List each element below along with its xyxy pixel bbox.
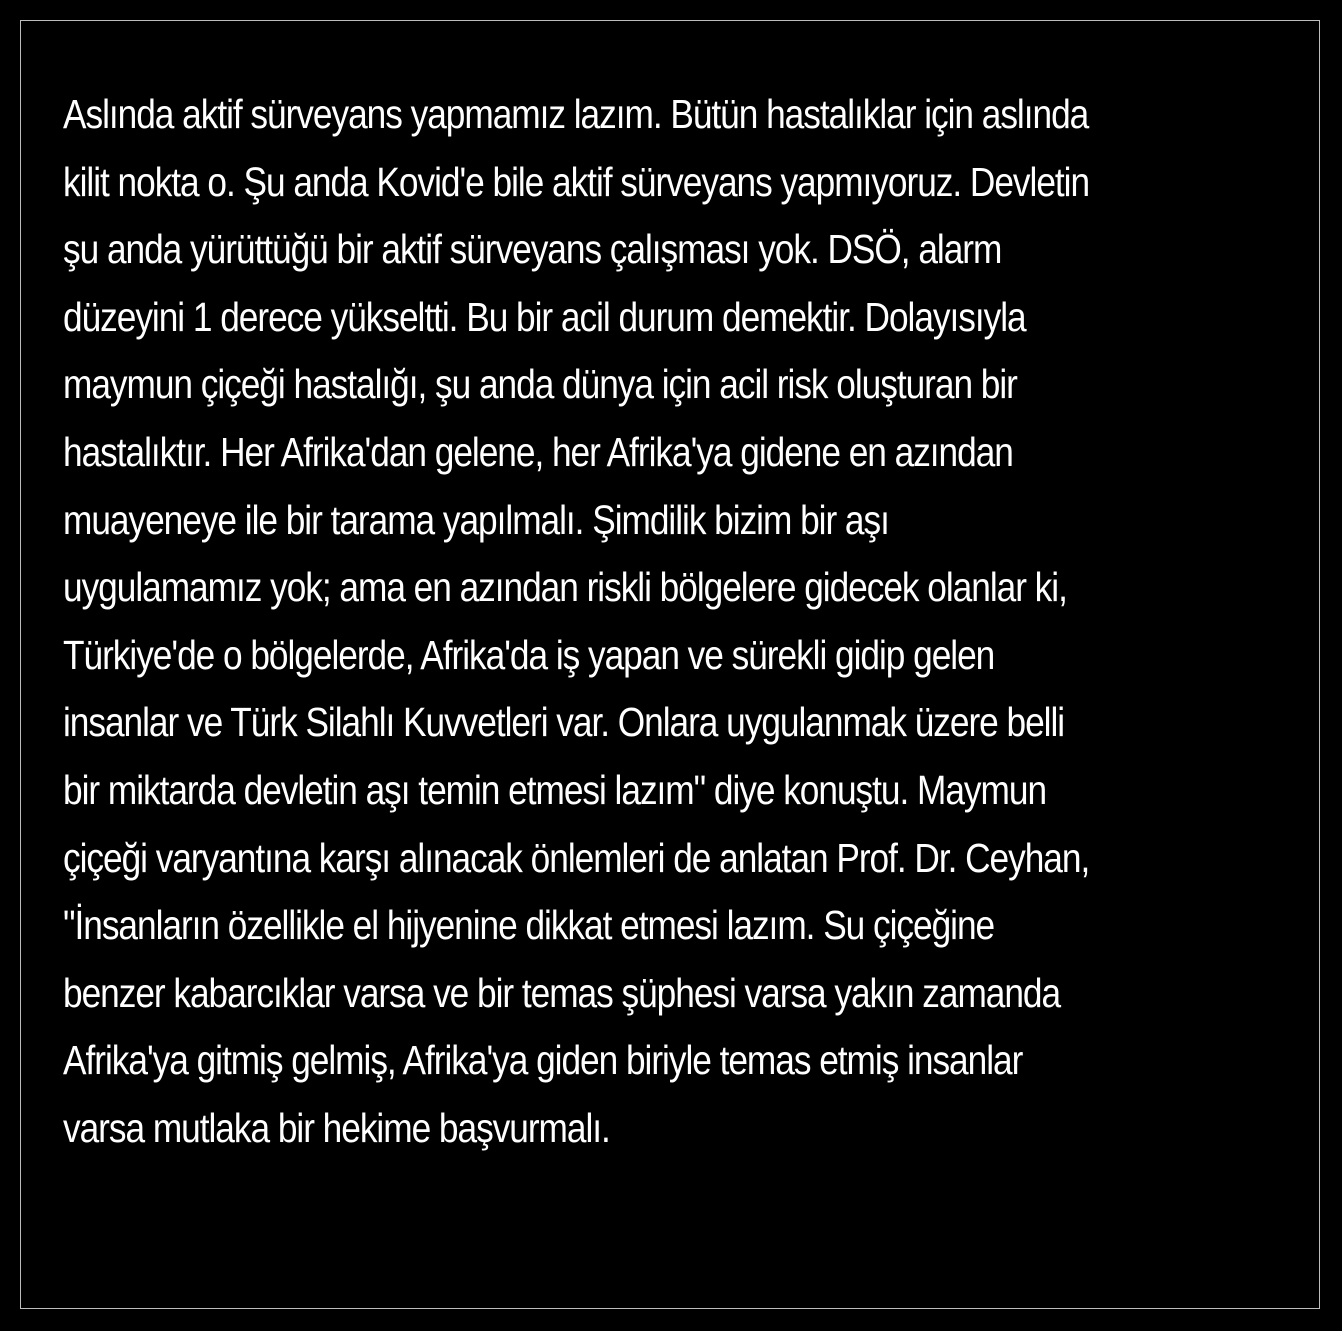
text-line: düzeyini 1 derece yükseltti. Bu bir acil durum demektir. Dolayısıyla: [63, 293, 1026, 340]
text-line: çiçeği varyantına karşı alınacak önlemleri de anlatan Prof. Dr. Ceyhan,: [63, 834, 1090, 881]
quote-frame: [20, 20, 1320, 1309]
quote-text: [63, 81, 1121, 1163]
text-line: kilit nokta o. Şu anda Kovid'e bile aktif sürveyans yapmıyoruz. Devletin: [63, 158, 1090, 205]
text-line: muayeneye ile bir tarama yapılmalı. Şimdilik bizim bir aşı: [63, 496, 889, 543]
text-line: maymun çiçeği hastalığı, şu anda dünya için acil risk oluşturan bir: [63, 361, 1017, 408]
text-line: Aslında aktif sürveyans yapmamız lazım. Bütün hastalıklar için aslında: [63, 91, 1089, 137]
text-line: şu anda yürüttüğü bir aktif sürveyans çalışması yok. DSÖ, alarm: [63, 226, 1002, 273]
text-line: insanlar ve Türk Silahlı Kuvvetleri var. Onlara uygulanmak üzere belli: [63, 699, 1065, 746]
text-line: Türkiye'de o bölgelerde, Afrika'da iş yapan ve sürekli gidip gelen: [63, 631, 995, 678]
text-line: Afrika'ya gitmiş gelmiş, Afrika'ya giden biriyle temas etmiş insanlar: [63, 1037, 1023, 1084]
text-line: benzer kabarcıklar varsa ve bir temas şüphesi varsa yakın zamanda: [63, 969, 1061, 1016]
text-line: "İnsanların özellikle el hijyenine dikkat etmesi lazım. Su çiçeğine: [63, 902, 995, 949]
text-line: uygulamamız yok; ama en azından riskli bölgelere gidecek olanlar ki,: [63, 564, 1067, 611]
text-line: hastalıktır. Her Afrika'dan gelene, her Afrika'ya gidene en azından: [63, 428, 1013, 475]
text-line: varsa mutlaka bir hekime başvurmalı.: [63, 1104, 610, 1151]
text-line: bir miktarda devletin aşı temin etmesi lazım" diye konuştu. Maymun: [63, 766, 1047, 813]
